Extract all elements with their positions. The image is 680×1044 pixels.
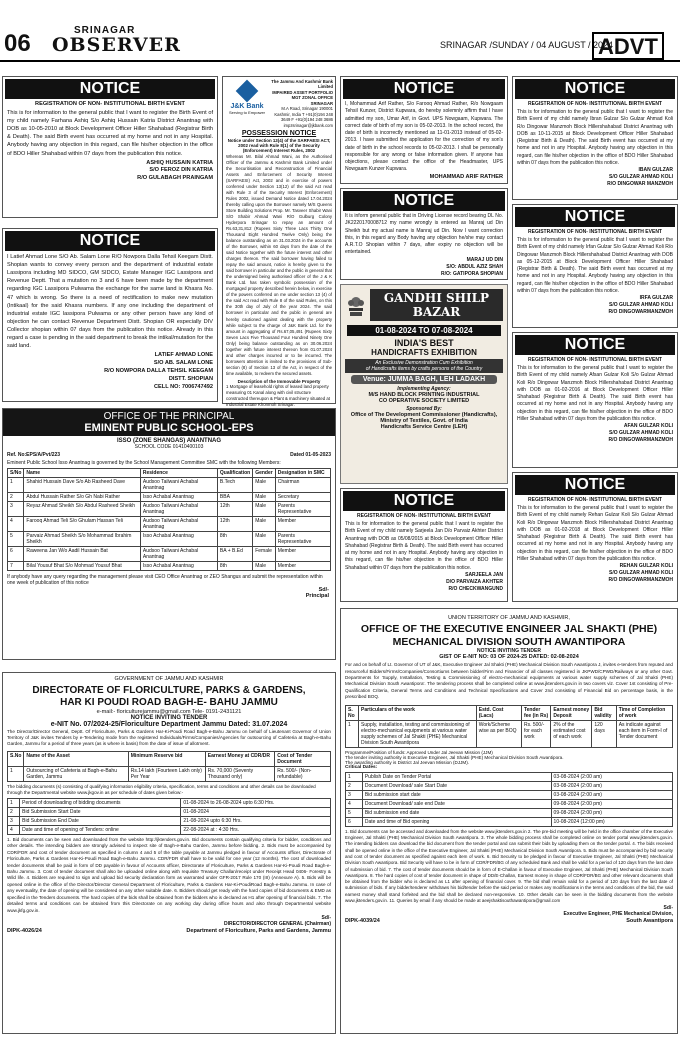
jk-bank-logo: J&K Bank Serving to Empower (225, 79, 269, 115)
notice-heading: NOTICE (5, 79, 215, 99)
tender-gov: GOVERNMENT OF JAMMU AND KASHMIR (114, 676, 224, 682)
table-row: 1 Shahid Hussain Dave S/o Ab Rasheed Dave Audsoo Tailwani Achabal Anantnag B.Tech Male Chairman (8, 478, 331, 493)
phe-signature: Sd/- Executive Engineer, PHE Mechanical Division, (563, 905, 673, 918)
notice-subheading: REGISTRATION OF NON- INSTITUTIONAL BIRTH EVENT (528, 101, 662, 107)
table-row: 3 Reyaz Ahmad Sheikh S/o Abdul Rasheed Sheikh Audsoo Tailwani Achabal Anantnag 12th Male Parents Representative (8, 502, 331, 517)
table-row: 4 Farooq Ahmad Teli S/o Ghulam Hassan Teli Audsoo Tailwani Achabal Anantnag 12th Male Member (8, 517, 331, 532)
notice-birth-afan (512, 332, 678, 468)
table-header: S. No Particulars of the work Estd. Cost (Lacs) Tender fee (in Rs) Earnest money Deposit Bid validity Time of Completion of work (346, 705, 673, 720)
table-row: 1 Publish Date on Tender Portal 03-08-2024 (2:00 am) (346, 772, 673, 781)
notice-heading: NOTICE (343, 191, 505, 211)
notice-mutation-latief (2, 228, 218, 402)
table-row: 4 Document Download/ sale end Date 09-08-2024 (2:00 pm) (346, 799, 673, 808)
notice-body: It is inform general public that in Driving License record bearing DL No. JK2220170008712 my name wrongly is entered as Manraj ud Din Sheikh but my actual name is Manraj ud Din. Now I want correction this, in this regard any Body having any objection he/she may contact A.R.T.O Shopian within 7 days, after expiry no objection will be entertained. (345, 213, 503, 256)
phe-work-table (345, 705, 673, 748)
jk-bank-emblem-icon (236, 80, 259, 103)
gandhi-agency-2: CO OPERATIVE SOCIETY LIMITED (378, 398, 470, 404)
table-row: 2 Abdul Hussain Rather S/o Gh Nabi Rather Isso Achabal Anantnag BBA Male Secretary (8, 493, 331, 502)
possession-title: POSSESSION NOTICE (241, 130, 317, 138)
masthead (0, 0, 680, 62)
notice-signature: IBAN GULZAR S/O GULZAR AHMAD KOLI R/O DINGOWAR MANZMOH (607, 167, 673, 187)
notice-birth-sarjeela (340, 488, 508, 602)
tender-title-2: HAR KI POUDI ROAD BAGH-E- BAHU JAMMU (60, 697, 278, 708)
notice-heading: NOTICE (515, 335, 675, 355)
phe-footer: DIPK-4039/24 South Awantipora (345, 918, 673, 925)
notice-subheading: REGISTRATION OF NON- INSTITUTIONAL BIRTH EVENT (528, 357, 662, 363)
phe-authority: The tender inviting authority is Executive Engineer, Jal Shakti (PHE) Mechanical Division South Awantipora. (345, 754, 564, 760)
table-row: 3 Bid Submission End Date 21-08-2024 upto 6:30 Hrs. (8, 816, 331, 825)
gandhi-exclusive: An Exclusive Demonstration Cum Exhibition of Handicrafts items by crafts persons of the Country (345, 359, 503, 373)
table-row: 6 Date and time of Bid opening 10-08-2024 (12:00 pm) (346, 817, 673, 826)
notice-body: This is for information to the general public that I want to register the Birth Event of my child namely Farhana Ashiq S/o Ashiq Hussain Katria District Anantnag with DOB as 10-05-2010 at Block Development Officer Hiller Shahabad (Registrar Birth & Death). The said Birth event has occurred at my home and not in any Hospital. Anybody having any objection in this regard, can file his/her objection in the office of BDO Hiller Shahabad within 07 days from the publication this notice. (7, 110, 213, 157)
tender-nit-head: NOTICE INVITING TENDER (130, 715, 208, 721)
tender-schedule-intro: The bidding documents (s) consisting of qualifying information eligibility criteria, specification, terms and conditions and other details can be downloaded through the Departmental website www.jkgov.in as per schedule of dates given below:- (7, 783, 316, 795)
notice-birth-ibran (512, 76, 678, 200)
phe-ut: UNION TERRITORY OF JAMMU AND KASHMIR, (448, 615, 570, 621)
phe-intro: For and on behalf of Lt. Governor of UT of J&K, Executive Engineer Jal Shakti (PHE) Mechanical Division South Awantipora J, invites e-tenders from reputed and resourceful Bidders/Firms/Companies/Consortiums between bidder/Firm and Financier of all classes registered in JKPWD/CPWD/Railways or any other Govt. Departments for 'Supply, Installation, Testing & Commissioning of electro-mechanical equipments at various water supply schemes of Jal Shakti (PHE) Mechanical Division South Awantipora'. The tendering process shall be completed online at www.jktenders.gov.in in two covers viz. Cover 1st consisting of Pre-Qualification Criteria, General Terms and Conditions and Technical Specifications and Cover 2nd consisting of Financial Bid on percentage basis, in the prescribed BOQ. (345, 662, 673, 700)
dipk-number: DIPK-4039/24 (345, 918, 380, 925)
table-header: S.No Name of the Asset Minimum Reserve bid Earnest Money at CDR/DR Cost of Tender Document (8, 751, 331, 766)
school-intro: Eminent Public School Isso Anantnag is governed by the School Management Committee SMC with the following Members: (7, 460, 281, 466)
notice-signature: ASHIQ HUSSAIN KATRIA S/O FEROZ DIN KATRIA R/O GULABAGH PRAINGAM (137, 159, 213, 182)
notice-birth-irfan (512, 204, 678, 328)
gandhi-agency-1: M/S HAND BLOCK PRINTING INDUSTRIAL (368, 392, 480, 398)
notice-subheading: REGISTRATION OF NON- INSTITUTIONAL BIRTH EVENT (528, 497, 662, 503)
notice-heading: NOTICE (343, 79, 505, 99)
table-row: 1 Period of downloading of bidding documents 01-08-2024 to 26-08-2024 upto 6:30 Hrs. (8, 798, 331, 807)
notice-subheading: REGISTRATION OF NON- INSTITUTIONAL BIRTH EVENT (35, 101, 185, 107)
table-row: 4 Date and time of opening of Tenders: online 22-08-2024 at : 4:30 Hrs. (8, 825, 331, 834)
notice-subheading: REGISTRATION OF NON- INSTITUTIONAL BIRTH EVENT (528, 229, 662, 235)
notice-signature: MOHAMMAD ARIF RATHER (429, 173, 503, 180)
possession-notice (222, 76, 336, 407)
tender-title-1: DIRECTORATE OF FLORICULTURE, PARKS & GARDENS, (32, 685, 306, 696)
floriculture-tender (2, 672, 336, 1034)
tender-footer: DIPK-4026/24 Department of Floriculture, Parks and Gardens, Jammu (7, 928, 331, 934)
gandhi-venue: Venue: JUMMA BAGH, LEH LADAKH (351, 375, 497, 384)
page-number: 06 (4, 30, 31, 57)
notice-body: This is for information to the general public that I want to register the Birth Event of my child namely Sarjeela Jan D/o Parvaiz Akhter District Anantnag with DOB as 05/08/2015 at Block Development Officer Hiller Shahabad (Registrar Birth & Death). The said Birth event has occurred at my home and not in any Hospital. Anybody having any objection in this regard, can file his/her objection in the office of BDO Hiller Shahabad within 07 days from the publication this notice. (345, 521, 503, 571)
notice-heading: NOTICE (343, 491, 505, 511)
notice-body: I, Mohammad Arif Rather, S/o Farooq Ahmad Rather, R/o Nowgaam Tehsil Kunzer, District Kupwara, do hereby solemnly affirm that I have admitted my son, Umar Arif, in Govt. UPS Nowgaam, Kupwara. The correct date of birth of my son is 05-02-2013. In the school record, the date of birth is incorrectly mentioned as 11-01-2013 instead of 05-02-2013. I have submitted the application for the correction of my son's date of birth in the school records to 05-02-2013. I shall be personally responsible for any wrong or false information given. If anyone has objections, please contact the office of the Headmaster, UPS Nowgaam Kunzer Kupwara. (345, 101, 503, 173)
notice-signature: LATIEF AHMAD LONE S/O AB. SALAM LONE R/O NOWPORA DALLA TEHSIL KEEGAM DISTT. SHOPIAN CELL NO: 7006747492 (104, 352, 213, 390)
table-row: 1 Outsourcing of Cafeteria at Bagh-e-Bahu Garden, Jammu Rs.14 lakh (Fourteen Lakh only) Per Year Rs. 70,000 (Seventy Thousand only) Rs. 500/- (Non-refundable) (8, 766, 331, 781)
national-emblem-icon (345, 292, 367, 318)
notice-body: This is for information to the general public that I want to register the Birth Event of my child namely Irfan Gulzar S/o Gulzar Ahmad Koli R/o Dingowar Manzmoh Block Hillershahabad District Anantnag with DOB as 05-12-2015 at Block Development Officer Hiller Shahabad (Registrar Birth & Death). The said Birth event has occurred at my home and not in any Hospital. Anybody having any objection in this regard, can file his/her objection in the office of BDO Hiller Shahabad within 07 days from the publication this notice. (517, 237, 673, 294)
notice-signature: AFAN GULZAR KOLI S/O GULZAR AHMAD KOLI R/O DINGOWARMANZMOH (608, 423, 673, 443)
gandhi-sponsor-label: Sponsored By: (406, 406, 442, 412)
notice-subheading: REGISTRATION OF NON- INSTITUTIONAL BIRTH EVENT (357, 513, 491, 519)
table-row: 6 Raweena Jan W/o Aadil Hussain Bat Audsoo Tailwani Achabal Anantnag BA + B.Ed Female Member (8, 547, 331, 562)
school-footnote: If anybody have any query regarding the management please visit CEO Office Anantnag or ZEO Shangus and submit the representation within one week of publication of this notice (7, 574, 323, 586)
tender-points: 1. Bid documents can be seen and downloaded from the website http://jktenders.gov.in. Bid documents contain qualifying criteria for bidder, conditions and other details. The intending bidders are strongly advised to inspect site of Bagh-e-Bahu Garden, Jammu before bidding. 2. Bids must be accompanied by CDR/FDR and cost of tender document as specified in column 4 and 5 of the table payable at Jammu pledged in favour of Accounts officer, Directorate of Floriculture, Parks & Gardens Har-Ki-Poudi Road Bagh-e-Bahu Jammu. CDR/FDR shall have to be valid for one year (12 months). The cost of downloaded tender documents shall be paid in form of DD payable in favour of Accounts officer, Directorate of Floriculture, Parks & Gardens Har-Ki-Poudi Road Bagh-e-Bahu Jammu. 3. Cost of tender document shall also be uploaded online along with requisite Treasury Challan/receipt under Receipt Head 0406- Forestry & Wild life. 4. Bidders are required to sign and upload bid security declaration form as warranted under GFR-2017 Rule 170 (III) (Annexure A). 5. Bids will be opened online in the office of the Director/Director General Department of Floriculture, Parks & Gardens Har-Ki-PoudiRoad Bagh-e-Bahu Jammu. In case of any eventuality, the date of opening will be considered on any other suitable date. 6. Bidders should get ready with the hard copies of bid documents & EMD as specified in the Tenders documents. The hard copies of the bids shall be obtained from the bidders who is declared as H1 after opening of financial bids. 7. The detailed terms and conditions can be obtained from this Directorate on any working day during office hours and also through Departmental website www.jkfg.gov.in. (7, 836, 331, 913)
notice-body: This is for information to the general public that I want to register the Birth Event of my child namely Afsan Gulzar Koli S/o Gulzar Ahmad Koli R/o Dingowar Manzmoh Block Hillershahabad District Anantnag with DOB as 01-02-2016 at Block Development Officer Hiller Shahabad (Registrar Birth & Death). The said Birth event has occurred at my home and not in any Hospital. Anybody having any objection in this regard, can file his/her objection in the office of BDO Hiller Shahabad within 07 days from the publication this notice. (517, 365, 673, 422)
gandhi-title: GANDHI SHILP BAZAR (370, 289, 503, 321)
school-zone: ISSO (ZONE SHANGAS) ANANTNAG (116, 438, 222, 444)
possession-subtitle: Notice under Section 13(4) of the SARFAESI ACT, 2002 read with Rule 8(1) of the Security (Enforcement) Interest Rules, 2002 (227, 138, 331, 154)
school-signature: Sd/- Principal (305, 587, 329, 599)
smc-table (7, 468, 331, 571)
tender-asset-table (7, 751, 331, 782)
brand-name: OBSERVER (52, 34, 181, 56)
phe-title-2: MECHANICAL DIVISION SOUTH AWANTIPORA (392, 635, 626, 648)
notice-heading: NOTICE (5, 231, 215, 251)
possession-body: Whereas Mr. Bilal Ahmad Wani, as the Authorised Officer of the Jammu & Kashmir Bank Limited under the Securitisation and Reconstruction of Financial Assets and Enforcement of Security Interest (SARFAESI) Act, 2002 and in exercise of powers conferred under Section 13(12) of the said Act read with Rule 3 of the Security Interest (Enforcement) Rules 2002, issued Demand Notice dated 17.04.2024 thereby calling upon the Borrower namely M/S Queens Store Building Solutions Prop. Mr. Tasveer Shabir Wani S/O Shabir Ahmad Wani R/O Gulburg Colony Hyderpora Srinagar to repay an amount of Rs.63,31,812 (Rupees Sixty Three Lacs Thirty One Thousand Eight Hundred Twelve Only) being the balance outstanding as on 31.03.2024 in the accounts of the Borrower, within 60 days from the date of the said Notice together with the future interest and other charges thereon. The said borrower having failed to repay the said amount, notice is hereby given to the said borrower in particular and the public in general that the undersigned being authorised officer of the J & K Bank Ltd. has taken symbolic possession of the mortgaged property described herein below, in exercise of the powers conferred on me under section 13 (4) of the said Act read with Rule 8 of the said Rules, on this the 30th day of July of the year 2024. The said borrower in particular and the public in general are hereby cautioned against dealing with the property while subject to the charge of J&K Bank Ltd. for the amount in aggregating of Rs.67,05,491 (Rupees Sixty Seven Lacs Five Thousand Four Hundred Ninety One Only) being balance outstanding as on 30.06.2024 together with future interest thereon from 01.07.2024 and other charges incurred or to be incurred. The borrowers attention is invited to the provisions of Sub-section (8) of Section 13 of the Act, in respect of the time available, to redeem the secured assets. (226, 154, 332, 376)
phe-tender (340, 608, 678, 1034)
table-row: 2 Document Download/ sale Start Date 03-08-2024 (2:00 am) (346, 781, 673, 790)
table-row: 5 Bid submission end date 09-08-2024 (2:00 pm) (346, 808, 673, 817)
tender-schedule-table (7, 798, 331, 835)
phe-critical-label: Critical Dates: (345, 764, 378, 770)
phe-points: 1. Bid documents can be accessed and downloaded from the website www.jktenders.gov.in 2. The pre-bid meeting will be held in the office chamber of the Executive Engineer, Jal Shakti (PHE) Mechanical Division South Awantipora. 3. The whole bidding process shall be completed online on tender portal www.jktenders.gov.in. The intending bidders can download the bid document from the tender portal and can submit their bids by uploading them on the tender portal. 4. The bids received shall be opened online in the office of the Executive Engineer, Jal Shakti (PHE) Mechanical Division South Awantipora. 5. Bids must be accompanied by bid security and cost of tender document as specified against each item of work. 6. Bid Security to be pledged in favour of Executive Engineer, Jal Shakti (PHE) Mechanical Division South Awantipora. Bid Security will have to be in form of CDR/FDR/BG of any scheduled Bank and shall be valid for a period of 120 days from the last date of submission of bid. 7. The cost of tender documents should be in form of E-Challan in favour of Executive Engineer, Jal Shakti (PHE) Mechanical Division South Awantipora. 8. The hard copies of cost of tender document in shape of DD/E-Challan, Earnest money in shape of CDR/FDR/BG and other relevant documents shall be obtained from the bidder who is declared as L1 after opening of financial cover. 9. The bid shall remain valid for a period of 120 days from the last date of submission of bids. If any bidder/tenderer withdraws his bid/tender before the said period or makes any modifications in the terms and conditions of the bid, the said earnest money shall stand forfeited and the bid shall be declared non-responsive. 10. Other details can be seen in the bidding documents from the website www.jktenders.gov.in. 11. Queries by email if any should be made at aeejshaktisouthawantipora@gmail.com (345, 828, 673, 903)
phe-award: The awarding authority is District Jal Jeevan Mission (DJJM). (345, 759, 470, 765)
brand-top: SRINAGAR (74, 25, 136, 36)
notice-signature: IRFA GULZAR S/O GULZAR AHMAD KOLI R/O DINGOWARMANZMOH (608, 295, 673, 315)
notice-signature: MARAJ UD DIN S/O: ABDUL AZIZ SHAH R/O: GATIPORA SHOPIAN (441, 256, 503, 277)
tender-intro: The Director/Director General, Deptt. Of Floriculture, Parks & Gardens Har-Ki-Poudi Road Bagh-e-Bahu Jammu on behalf of Lieutenant Governor of Union Territory of J&K invites Tenders by e-Tendering mode from the registered Individuals/Firms/Companies/Agencies for outsourcing of Cafeteria at Bagh-e-Bahu Garden, Jammu for a period of three years (as is where is basis) from the date of issue of allotment. (7, 729, 331, 747)
notice-body: I Latief Ahmad Lone S/O Ab. Salam Lone R/O Nowpora Dalla Tehsil Keegam Distt. Shopian wants to convey every person and the department of industrial estate Lassipora including MD SIDCO, GM SIDCO, Estate Manager IGC Lassipora and Revenue Deptt. That a mutation no 3 and 6 have been made by the department regarding IGC Lassipora Pulwama the exchange for the same land is Khasra No. 47 which is wrong. So there is a need of rectification to make new mutation (Intikaal) for the said Khasra numbers. If any one including the department of industrial estate IGC lassipora Pulwama or any other person have any kind of objection he can contact Revenue Department Distt. Shopian OR especially DIV Collector shopian within 07 days from the publication this notice. Already in this regard a case is pending in the said department to break the intikal/mutation for the said land. (7, 254, 213, 350)
dipk-number: DIPK-4026/24 (7, 928, 42, 934)
phe-dates-table (345, 772, 673, 827)
jk-bank-address: The Jammu And Kashmir Bank Limited IMPAIRED ASSET PORTFOLIO MGT ZONAL OFFICE SRINAGAR M.A Road, Srinagar 190001 Kashmir, India T +91(0)194 248 3649 F +91(0)194 248 3686 impzsrinagar@jkbank.com (271, 79, 333, 128)
section-tag: ADVT (592, 32, 664, 60)
phe-nit-head: NOTICE INVITING TENDER (477, 648, 541, 655)
school-smc-notice (2, 408, 336, 660)
table-header: S/No Name Residence Qualification Gender Designation in SMC (8, 469, 331, 478)
dateline: SRINAGAR /SUNDAY / 04 AUGUST / 2024 (440, 40, 614, 50)
table-row: 7 Bilal Yousuf Bhat S/o Mohmad Yousuf Bhat Isso Achabal Anantnag 8th Male Member (8, 562, 331, 571)
notice-birth-ashiq (2, 76, 218, 218)
notice-body: This is for information to the general public that I want to register the Birth Event of my child namely Rehan Gulzar Koli S/o Gulzar Ahmad Koli R/o Dingowar Manzmoh Block Hillershahabad District Anantnag with DOB as 01-02-2018 at Block Development Officer Hiller Shahabad (Registrar Birth & Death). The said Birth event has occurred at my home and not in any Hospital. Anybody having any objection in this regard, can file his/her objection in the office of BDO Hiller Shahabad within 07 days from the publication this notice. (517, 505, 673, 562)
brand-logo (52, 26, 181, 55)
school-banner: OFFICE OF THE PRINCIPAL EMINENT PUBLIC SCHOOL-EPS (3, 409, 335, 436)
table-row: 3 Bid submission start date 03-08-2024 (2:00 am) (346, 790, 673, 799)
tender-contact: e-mail:- floriculturejammu@gmail.com Tele- 0191-2431121 (96, 709, 242, 715)
gandhi-best: INDIA'S BEST (394, 338, 454, 348)
notice-birth-rehan (512, 472, 678, 602)
notice-body: This is for information to the general public that I want to register the Birth Event of my child namely Ibran Gulzar S/o Gulzar Ahmad Koli R/o Dingowar Manzmoh Block Hillershahabad District Anantnag with DOB as 10-11-2015 at Block Development Officer Hiller Shahabad (Registrar Birth & Death). The said Birth event has occurred at my home and not in any Hospital. Anybody having any objection in this regard, can file his/her objection in the office of BDO Hiller Shahabad within 07 days from the publication this notice. (517, 109, 673, 166)
school-ref-line: Ref. No:EPS/A/Pvt/223 Dated 01-05-2023 (7, 452, 331, 458)
tender-signature: Sd/- DIRECTOR/DIRECTOR GENERAL (Chairman) (224, 915, 331, 927)
table-row: 1 Supply, installation, testing and commissioning of electro-mechanical equipments at various water supply schemes of Jal Shakti (PHE) Mechanical Division South Awantipora Work/Scheme wise as per BOQ Rs. 500/- for each work 2% of the estimated cost of each work 120 days As indicate against each item in Form-I of Tender document (346, 720, 673, 747)
gandhi-impl-label: Implementing Agency: (397, 386, 451, 392)
gandhi-dates: 01-08-2024 TO 07-08-2024 (347, 325, 501, 336)
notice-signature: REHAN GULZAR KOLI S/O GULZAR AHMAD KOLI R/O DINGOWARMANZMOH (608, 563, 673, 583)
table-row: 2 Bid Submission Start Date 01-08-2024 (8, 807, 331, 816)
notice-signature: SARJEELA JAN D/O PARVAIZA AKHTER R/O CHECKWANGUND (446, 571, 503, 592)
gandhi-shilp-bazar-ad: GANDHI SHILP BAZAR 01-08-2024 TO 07-08-2024 INDIA'S BEST HANDICRAFTS EXHIBITION An Exclusive Demonstration Cum Exhibition of Handicrafts items by crafts persons of the Country Venue: JUMMA BAGH, LEH LADAKH Implementing Agency: M/S HAND BLOCK PRINTING INDUSTRIAL CO OPERATIVE SOCIETY LIMITED Sponsored By: Office of The Development Commissioner (Handicrafts), Ministry of Textiles, Govt. of India Handicrafts Service Centre (LEH) (340, 284, 508, 484)
phe-title-1: OFFICE OF THE EXECUTIVE ENGINEER JAL SHAKTI (PHE) (360, 623, 658, 635)
property-desc: 1 Mortgage of leasehold rights of leased land property measuring 01 Kanal along with civil structure constructed thereupon & Plant & machinery situated at Industrial Estate Khonmoh Srinagar. (226, 383, 330, 407)
property-desc-title: Description of the Immovable Property (237, 378, 321, 384)
phe-programme: Programme/Position of funds: Approved Under Jal Jeevan Mission (JJM) (345, 749, 493, 755)
school-code: SCHOOL CODE 01410400103 (134, 444, 204, 450)
notice-dl-maraj (340, 188, 508, 280)
notice-heading: NOTICE (515, 79, 675, 99)
notice-dob-arif (340, 76, 508, 184)
phe-nit-no: GIST OF E-NIT NO: 03 OF 2024-25 DATED: 02-08-2024 (439, 654, 579, 661)
gandhi-handicrafts: HANDICRAFTS EXHIBITION (371, 348, 477, 357)
table-row: 5 Parvaiz Ahmad Sheikh S/o Mohammad Ibrahim Sheikh Isso Achabal Anantnag 8th Male Parents Representative (8, 532, 331, 547)
notice-heading: NOTICE (515, 207, 675, 227)
tender-nit-no: e-NIT No. 07/2024-25/Floriculture Department Jammu Dated: 31.07.2024 (50, 721, 288, 728)
notice-heading: NOTICE (515, 475, 675, 495)
